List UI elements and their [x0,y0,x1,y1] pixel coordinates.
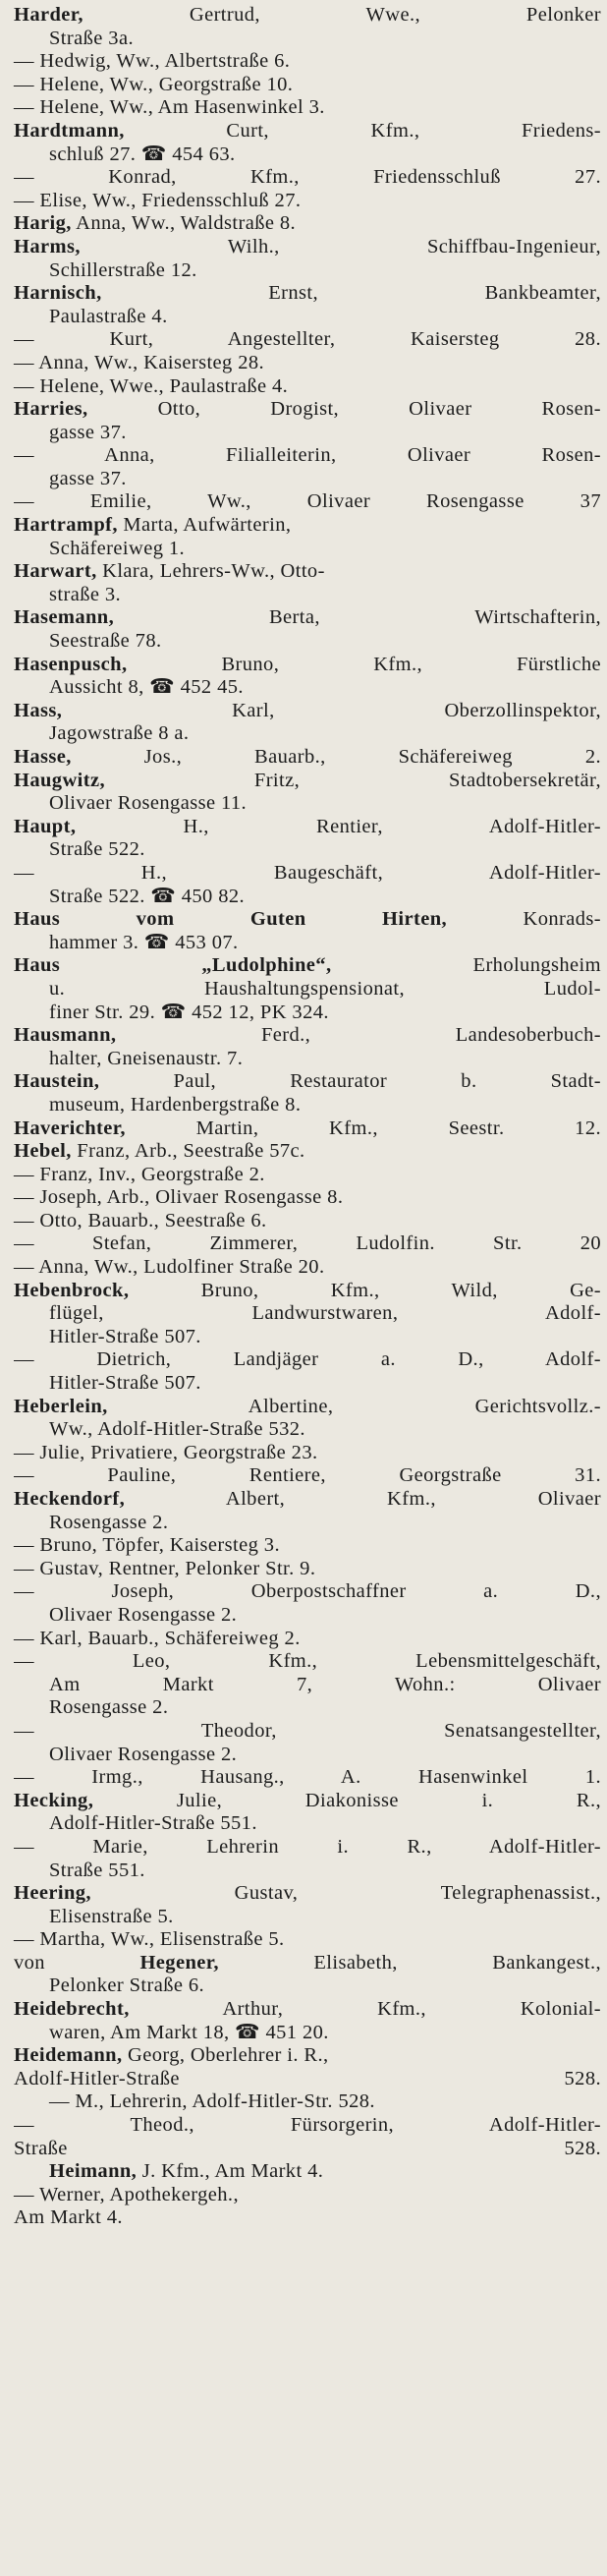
directory-line: — Joseph, Arb., Olivaer Rosengasse 8. [14,1186,344,1209]
directory-line: Heering, Gustav, Telegraphenassist., [14,1882,601,1905]
directory-line: — Karl, Bauarb., Schäfereiweg 2. [14,1627,301,1649]
directory-line: hammer 3. ☎ 453 07. [49,931,239,953]
directory-line: Seestraße 78. [49,630,162,653]
directory-line: Harig, Anna, Ww., Waldstraße 8. [14,212,297,235]
directory-line: — Martha, Ww., Elisenstraße 5. [14,1928,285,1951]
directory-line: Hitler-Straße 507. [49,1325,201,1347]
directory-line: von Hegener, Elisabeth, Bankangest., [14,1951,601,1974]
directory-line: Haustein, Paul, Restaurator b. Stadt- [14,1070,601,1093]
directory-line: — Anna, Ww., Kaisersteg 28. [14,351,265,373]
directory-line: — Irmg., Hausang., A. Hasenwinkel 1. [14,1766,601,1789]
directory-line: Olivaer Rosengasse 2. [49,1743,238,1765]
directory-line: — Otto, Bauarb., Seestraße 6. [14,1209,267,1231]
directory-line: museum, Hardenbergstraße 8. [49,1093,302,1116]
directory-line: Straße 551. [49,1859,145,1881]
directory-line: Hecking, Julie, Diakonisse i. R., [14,1789,601,1811]
directory-line: waren, Am Markt 18, ☎ 451 20. [49,2021,329,2043]
directory-line: Straße 528. [14,2137,601,2159]
directory-line: Hasse, Jos., Bauarb., Schäfereiweg 2. [14,746,601,768]
directory-line: — Pauline, Rentiere, Georgstraße 31. [14,1464,601,1487]
directory-line: — Stefan, Zimmerer, Ludolfin. Str. 20 [14,1232,601,1255]
directory-line: Adolf-Hitler-Straße 528. [14,2067,601,2089]
directory-line: Heberlein, Albertine, Gerichtsvollz.- [14,1395,601,1417]
directory-line: — Helene, Ww., Am Hasenwinkel 3. [14,96,325,119]
directory-line: Straße 522. [49,838,145,861]
directory-line: — Joseph, Oberpostschaffner a. D., [14,1580,601,1603]
directory-line: — Anna, Filialleiterin, Olivaer Rosen- [14,444,601,467]
directory-line: Heckendorf, Albert, Kfm., Olivaer [14,1488,601,1510]
directory-line: Aussicht 8, ☎ 452 45. [49,676,244,699]
directory-line: — Leo, Kfm., Lebensmittelgeschäft, [14,1650,601,1673]
directory-line: Straße 522. ☎ 450 82. [49,885,246,907]
directory-line: — Kurt, Angestellter, Kaisersteg 28. [14,328,601,351]
directory-line: Olivaer Rosengasse 11. [49,792,248,815]
directory-line: Hebel, Franz, Arb., Seestraße 57c. [14,1140,305,1163]
directory-line: — Emilie, Ww., Olivaer Rosengasse 37 [14,490,601,513]
directory-line: — Helene, Ww., Georgstraße 10. [14,73,294,95]
directory-line: Schäfereiweg 1. [49,537,186,559]
directory-line: u. Haushaltungspensionat, Ludol- [49,977,601,1000]
directory-line: Elisenstraße 5. [49,1905,174,1927]
directory-line: Harries, Otto, Drogist, Olivaer Rosen- [14,398,601,421]
directory-line: straße 3. [49,583,122,605]
directory-line: — Bruno, Töpfer, Kaisersteg 3. [14,1534,280,1557]
directory-line: Haverichter, Martin, Kfm., Seestr. 12. [14,1116,601,1139]
directory-line: Jagowstraße 8 a. [49,722,190,745]
directory-line: flügel, Landwurstwaren, Adolf- [49,1302,601,1325]
directory-line: Straße 3a. [49,27,134,49]
directory-line: Haupt, H., Rentier, Adolf-Hitler- [14,815,601,837]
directory-line: — Elise, Ww., Friedensschluß 27. [14,189,302,211]
directory-line: — Theod., Fürsorgerin, Adolf-Hitler- [14,2114,601,2137]
directory-line: — H., Baugeschäft, Adolf-Hitler- [14,861,601,884]
directory-line: — Hedwig, Ww., Albertstraße 6. [14,50,291,73]
directory-line: Pelonker Straße 6. [49,1975,205,1997]
directory-line: finer Str. 29. ☎ 452 12, PK 324. [49,1001,329,1023]
directory-line: — Franz, Inv., Georgstraße 2. [14,1163,265,1185]
directory-line: — Theodor, Senatsangestellter, [14,1719,601,1742]
directory-line: — Julie, Privatiere, Georgstraße 23. [14,1441,318,1463]
directory-line: Haugwitz, Fritz, Stadtobersekretär, [14,769,601,791]
directory-line: — Werner, Apothekergeh., [14,2183,239,2205]
directory-line: Harnisch, Ernst, Bankbeamter, [14,282,601,305]
directory-line: — Helene, Wwe., Paulastraße 4. [14,374,289,397]
directory-line: Am Markt 7, Wohn.: Olivaer [49,1673,601,1695]
directory-line: Heidemann, Georg, Oberlehrer i. R., [14,2044,329,2067]
directory-line: Hardtmann, Curt, Kfm., Friedens- [14,119,601,142]
directory-line: — Anna, Ww., Ludolfiner Straße 20. [14,1256,325,1279]
directory-line: Haus „Ludolphine“, Erholungsheim [14,954,601,977]
directory-line: Haus vom Guten Hirten, Konrads- [14,908,601,931]
directory-line: Ww., Adolf-Hitler-Straße 532. [49,1418,305,1441]
directory-line: Adolf-Hitler-Straße 551. [49,1812,257,1835]
directory-line: gasse 37. [49,467,127,489]
directory-line: — Konrad, Kfm., Friedensschluß 27. [14,166,601,189]
directory-line: — Gustav, Rentner, Pelonker Str. 9. [14,1557,316,1579]
directory-line: Olivaer Rosengasse 2. [49,1603,238,1626]
directory-line: — Dietrich, Landjäger a. D., Adolf- [14,1348,601,1371]
directory-line: — Marie, Lehrerin i. R., Adolf-Hitler- [14,1835,601,1858]
directory-line: Harwart, Klara, Lehrers-Ww., Otto- [14,560,325,583]
directory-line: Schillerstraße 12. [49,258,197,281]
directory-line: Rosengasse 2. [49,1696,169,1719]
directory-line: Hitler-Straße 507. [49,1372,201,1395]
directory-line: Paulastraße 4. [49,305,168,327]
directory-line: gasse 37. [49,421,127,443]
directory-line: Rosengasse 2. [49,1511,169,1533]
directory-line: Harms, Wilh., Schiffbau-Ingenieur, [14,235,601,258]
directory-line: Hausmann, Ferd., Landesoberbuch- [14,1024,601,1047]
directory-line: Hass, Karl, Oberzollinspektor, [14,699,601,721]
directory-line: Am Markt 4. [14,2206,123,2229]
directory-line: schluß 27. ☎ 454 63. [49,143,236,165]
directory-line: Heimann, J. Kfm., Am Markt 4. [49,2160,324,2183]
directory-line: halter, Gneisenaustr. 7. [49,1047,244,1069]
directory-line: Hasenpusch, Bruno, Kfm., Fürstliche [14,653,601,675]
directory-line: Heidebrecht, Arthur, Kfm., Kolonial- [14,1998,601,2021]
directory-line: Harder, Gertrud, Wwe., Pelonker [14,4,601,26]
directory-line: Hartrampf, Marta, Aufwärterin, [14,514,292,537]
directory-line: — M., Lehrerin, Adolf-Hitler-Str. 528. [49,2090,375,2113]
directory-line: Hebenbrock, Bruno, Kfm., Wild, Ge- [14,1279,601,1301]
directory-line: Hasemann, Berta, Wirtschafterin, [14,606,601,629]
